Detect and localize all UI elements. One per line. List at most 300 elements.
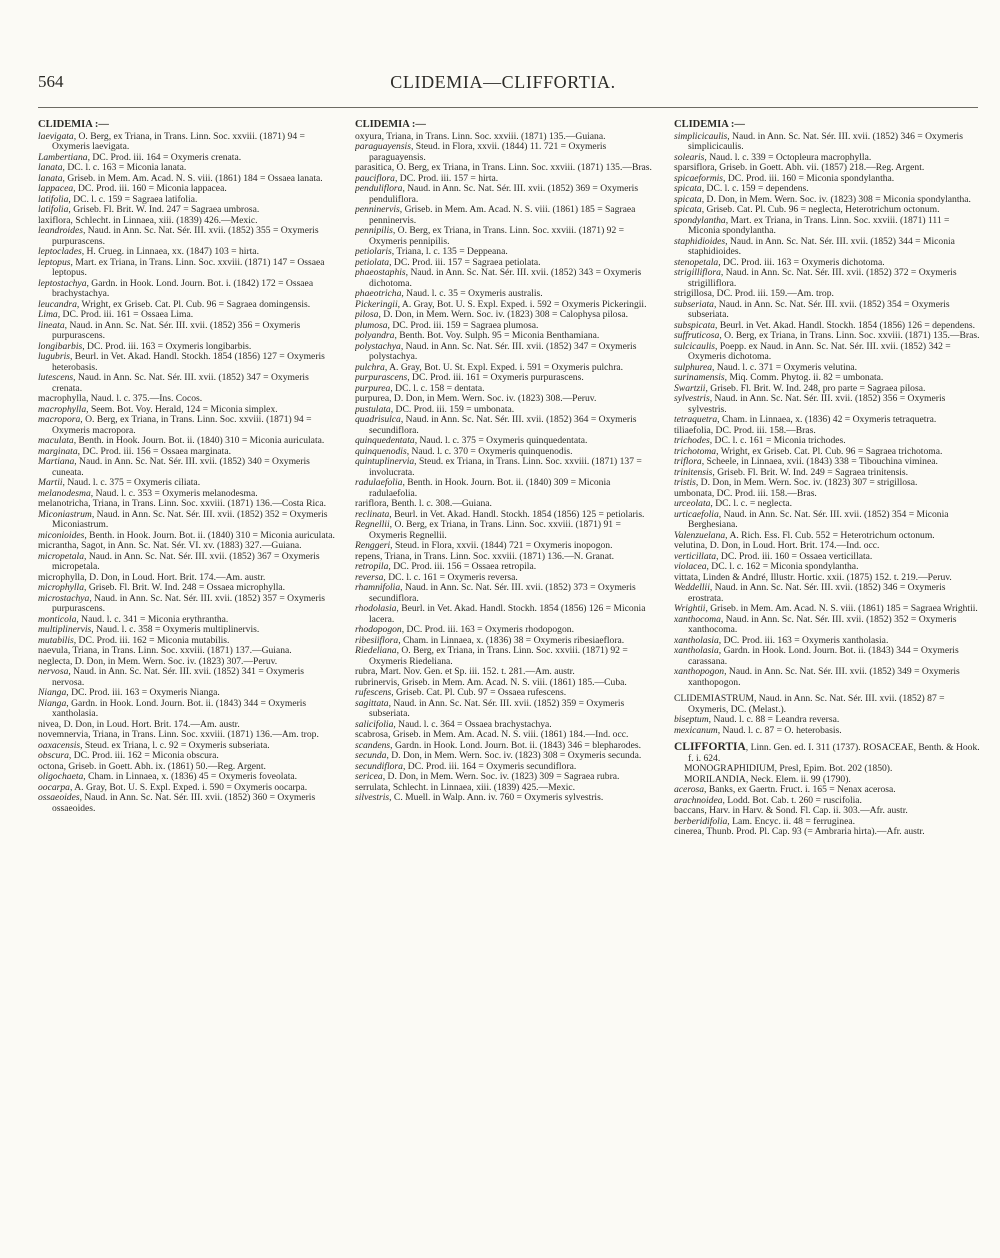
- species-name: purpurascens: [355, 372, 408, 383]
- entry-reference: , DC. Prod. iii. 159 = Sagraea plumosa.: [387, 319, 539, 331]
- genus-entry: CLIDEMIASTRUM, Naud. in Ann. Sc. Nat. Sér. III. xvii. (1852) 87 = Oxymeris, DC. (Melast.).: [674, 693, 945, 715]
- genus-synonym: MORILANDIA, Neck. Elem. ii. 99 (1790).: [684, 773, 851, 785]
- index-entry: [38, 552, 338, 573]
- entry-reference: , Naud. l. c. 35 = Oxymeris australis.: [401, 288, 543, 299]
- index-entry: [674, 216, 980, 237]
- entry-reference: , Naud. in Ann. Sc. Nat. Sér. III. xvii. (1852) 346 = Oxymeris erostrata.: [688, 582, 946, 604]
- entry-reference: , DC. l. c. 161 = Oxymeris reversa.: [383, 571, 518, 583]
- species-name: obscura: [38, 750, 69, 761]
- index-entry: [38, 699, 338, 720]
- species-name: polyandra: [355, 330, 395, 341]
- entry-reference: , Naud. in Ann. Sc. Nat. Sér. III. xvii. (1852) 346 = Oxymeris simplicicaulis.: [688, 130, 963, 152]
- species-name: quinquenodis: [355, 445, 407, 457]
- entry-reference: , O. Berg, ex Triana, in Trans. Linn. Soc. xxviii. (1871) 94 = Oxymeris macropora.: [52, 414, 312, 436]
- index-entry: [355, 478, 658, 499]
- entry-reference: macrophylla, Naud. l. c. 375.—Ins. Cocos.: [38, 393, 203, 404]
- species-name: penninervis: [355, 204, 400, 215]
- entry-reference: naevula, Triana, in Trans. Linn. Soc. xxviii. (1871) 137.—Guiana.: [38, 645, 292, 656]
- species-name: triflora: [674, 456, 702, 467]
- entry-reference: micrantha, Sagot, in Ann. Sc. Nat. Sér. VI. xv. (1883) 327.—Guiana.: [38, 540, 302, 551]
- entry-reference: , DC. l. c. 161 = Miconia trichodes.: [709, 435, 846, 446]
- entry-reference: purpurea, D. Don, in Mem. Wern. Soc. iv. (1823) 308.—Peruv.: [355, 393, 597, 404]
- species-name: polystachya: [355, 340, 401, 352]
- entry-reference: , Griseb. Fl. Brit. W. Ind. 248 = Ossaea microphylla.: [84, 582, 286, 593]
- entry-reference: , Naud. l. c. 358 = Oxymeris multiplinervis.: [91, 624, 260, 635]
- entry-reference: , Cham. in Linnaea, x. (1836) 42 = Oxymeris tetraquetra.: [717, 414, 937, 425]
- entry-reference: , O. Berg, ex Triana, in Trans. Linn. Soc. xxviii. (1871) 135.—Bras.: [719, 330, 980, 341]
- species-name: verticillata: [674, 550, 717, 562]
- species-name: ossaeoides: [38, 792, 80, 803]
- species-name: quadrisulca: [355, 414, 401, 425]
- entry-reference: rariflora, Benth. l. c. 308.—Guiana.: [355, 498, 492, 509]
- index-entry: [355, 646, 658, 667]
- entry-reference: sparsiflora, Griseb. in Goett. Abh. vii. (1857) 218.—Reg. Argent.: [674, 162, 925, 173]
- species-name: retropila: [355, 561, 389, 572]
- index-entry: [355, 342, 658, 363]
- entry-reference: , Benth. in Hook. Journ. Bot. ii. (1840) 310 = Miconia auriculata.: [84, 529, 335, 541]
- entry-reference: , DC. Prod. iii. 163 = Oxymeris xantholasia.: [718, 634, 889, 646]
- entry-reference: , Griseb. in Mem. Am. Acad. N. S. viii. (1861) 185 = Sagraea Wrightii.: [705, 603, 978, 614]
- entry-reference: , Naud. in Ann. Sc. Nat. Sér. III. xvii. (1852) 349 = Oxymeris xanthopogon.: [688, 666, 960, 688]
- entry-reference: , Naud. in Ann. Sc. Nat. Sér. III. xvii. (1852) 343 = Oxymeris dichotoma.: [369, 267, 642, 289]
- index-entry: [355, 457, 658, 478]
- entry-reference: , A. Rich. Ess. Fl. Cub. 552 = Heterotrichum octonum.: [725, 529, 935, 541]
- species-name: subspicata: [674, 319, 716, 331]
- index-entry: [674, 827, 980, 838]
- species-name: lappacea: [38, 183, 74, 194]
- entry-reference: baccans, Harv. in Harv. & Sond. Fl. Cap. ii. 303.—Afr. austr.: [674, 805, 908, 816]
- entry-reference: , Naud. in Ann. Sc. Nat. Sér. III. xvii. (1852) 341 = Oxymeris nervosa.: [52, 666, 305, 688]
- entry-reference: , Wright, ex Griseb. Cat. Pl. Cub. 96 = Sagraea domingensis.: [76, 298, 311, 310]
- species-name: biseptum: [674, 714, 709, 725]
- entry-reference: , Naud. in Ann. Sc. Nat. Sér. III. xvii. (1852) 354 = Oxymeris subseriata.: [688, 298, 950, 320]
- entry-reference: , DC. Prod. iii. 161 = Ossaea Lima.: [57, 309, 194, 320]
- species-name: leptostachya: [38, 277, 87, 289]
- entry-reference: , A. Gray, Bot. U. S. Expl. Exped. i. 592 = Oxymeris Pickeringii.: [397, 298, 647, 310]
- species-name: spondylantha: [674, 214, 726, 226]
- species-name: secundiflora: [355, 760, 403, 772]
- index-entry: [355, 205, 658, 226]
- species-name: secunda: [355, 750, 387, 761]
- page-header: [38, 72, 968, 98]
- entry-reference: , Steud. ex Triana, l. c. 92 = Oxymeris subseriata.: [80, 739, 270, 751]
- entry-reference: , D. Don, in Mem. Wern. Soc. iv. (1823) 308 = Calophysa pilosa.: [378, 309, 628, 320]
- species-name: Nianga: [38, 697, 67, 709]
- species-name: Pickeringii: [355, 298, 398, 310]
- entry-reference: , O. Berg, ex Triana, in Trans. Linn. Soc. xxviii. (1871) 92 = Oxymeris Riedeliana.: [369, 645, 628, 667]
- species-name: leucandra: [38, 298, 77, 310]
- index-entry: [674, 237, 980, 258]
- species-name: leptopus: [38, 256, 71, 268]
- entry-reference: , DC. Prod. iii. 159 = umbonata.: [390, 403, 515, 415]
- species-name: microstachya: [38, 592, 90, 604]
- species-name: strigilliflora: [674, 267, 721, 278]
- species-name: paraguayensis: [355, 141, 411, 152]
- entry-reference: , Naud. in Ann. Sc. Nat. Sér. III. xvii. (1852) 352 = Oxymeris xanthocoma.: [688, 613, 957, 635]
- entry-reference: , Naud. l. c. 353 = Oxymeris melanodesma.: [90, 487, 258, 499]
- species-name: mutabilis: [38, 634, 74, 646]
- index-entry: [355, 604, 658, 625]
- species-name: lugubris: [38, 351, 70, 362]
- species-name: radulaefolia: [355, 477, 403, 488]
- index-entry: [38, 510, 338, 531]
- index-entry: [674, 300, 980, 321]
- entry-reference: , Beurl. in Vet. Akad. Handl. Stockh. 1854 (1856) 127 = Oxymeris heterobasis.: [52, 351, 325, 373]
- entry-reference: microphylla, D. Don, in Loud. Hort. Brit. 174.—Am. austr.: [38, 571, 266, 583]
- species-name: pulchra: [355, 361, 385, 373]
- entry-reference: , DC. Prod. iii. 156 = Ossaea marginata.: [77, 445, 232, 457]
- entry-reference: cinerea, Thunb. Prod. Pl. Cap. 93 (= Ambraria hirta).—Afr. austr.: [674, 826, 925, 837]
- entry-reference: , Naud. l. c. 371 = Oxymeris velutina.: [712, 361, 858, 373]
- species-name: leandroides: [38, 225, 83, 236]
- species-name: silvestris: [355, 792, 390, 803]
- entry-reference: nivea, D. Don, in Loud. Hort. Brit. 174.—Am. austr.: [38, 718, 240, 730]
- species-name: berberidifolia: [674, 815, 728, 827]
- species-name: penduliflora: [355, 183, 403, 194]
- page-number: 564: [38, 72, 64, 91]
- entry-reference: , DC. Prod. iii. 160 = Miconia spondylantha.: [723, 172, 895, 184]
- entry-reference: , DC. l. c. 159 = dependens.: [701, 183, 809, 194]
- species-name: pennipilis: [355, 225, 393, 236]
- entry-reference: strigillosa, DC. Prod. iii. 159.—Am. trop.: [674, 288, 834, 299]
- entry-reference: , Naud. l. c. 364 = Ossaea brachystachya.: [393, 718, 552, 730]
- entry-reference: , Naud. l. c. 370 = Oxymeris quinquenodis.: [406, 445, 573, 457]
- entry-reference: , Mart. ex Triana, in Trans. Linn. Soc. xxviii. (1871) 147 = Ossaea leptopus.: [52, 256, 325, 278]
- column-heading: CLIDEMIA :—: [355, 120, 426, 130]
- entry-reference: , DC. Prod. iii. 163 = Oxymeris Nianga.: [66, 687, 220, 698]
- species-name: rhodopogon: [355, 624, 402, 635]
- species-name: tetraquetra: [674, 414, 718, 425]
- index-entry: [38, 373, 338, 394]
- entry-reference: , Naud. in Ann. Sc. Nat. Sér. III. xvii. (1852) 340 = Oxymeris cuneata.: [52, 456, 310, 478]
- entry-reference: , DC. Prod. iii. 164 = Oxymeris crenata.: [87, 151, 242, 163]
- entry-reference: velutina, D. Don, in Loud. Hort. Brit. 174.—Ind. occ.: [674, 540, 880, 551]
- species-name: purpurea: [355, 382, 391, 394]
- column-heading: CLIDEMIA :—: [674, 120, 745, 130]
- species-name: Renggeri: [355, 540, 391, 551]
- index-entry: [674, 646, 980, 667]
- index-entry: [38, 226, 338, 247]
- species-name: trichodes: [674, 435, 710, 446]
- species-name: Lambertiana: [38, 151, 88, 163]
- entry-reference: , DC. Prod. iii. 157 = hirta.: [394, 172, 499, 184]
- entry-reference: , C. Muell. in Walp. Ann. iv. 760 = Oxymeris sylvestris.: [389, 792, 604, 803]
- species-name: rhodolasia: [355, 603, 397, 614]
- species-name: Regnellii: [355, 519, 390, 530]
- index-entry: [674, 268, 980, 289]
- species-name: suffruticosa: [674, 330, 720, 341]
- entry-reference: , DC. Prod. iii. 157 = Sagraea petiolata.: [389, 256, 541, 268]
- entry-reference: , Griseb. Fl. Brit. W. Ind. 248, pro parte = Sagraea pilosa.: [705, 382, 926, 394]
- species-name: microphylla: [38, 582, 85, 593]
- index-entry: [38, 321, 338, 342]
- index-entry: [674, 667, 980, 688]
- species-name: maculata: [38, 435, 74, 446]
- entry-reference: , Gardn. in Hook. Lond. Journ. Bot. i. (1842) 172 = Ossaea brachystachya.: [52, 277, 314, 299]
- species-name: oligochaeta: [38, 771, 84, 782]
- entry-reference: scabrosa, Griseb. in Mem. Am. Acad. N. S. viii. (1861) 184.—Ind. occ.: [355, 729, 629, 740]
- species-name: marginata: [38, 445, 78, 457]
- entry-reference: , Miq. Comm. Phytog. ii. 82 = umbonata.: [724, 372, 884, 383]
- entry-reference: laxiflora, Schlecht. in Linnaea, xiii. (1839) 426.—Mexic.: [38, 214, 258, 226]
- species-name: monticola: [38, 613, 77, 625]
- entry-reference: , O. Berg, ex Triana, in Trans. Linn. Soc. xxviii. (1871) 94 = Oxymeris laevigata.: [52, 130, 305, 152]
- entry-reference: rubra, Mart. Nov. Gen. et Sp. iii. 152. t. 281.—Am. austr.: [355, 666, 575, 677]
- species-name: subseriata: [674, 298, 714, 310]
- index-entry: [355, 699, 658, 720]
- entry-reference: octona, Griseb. in Goett. Abh. ix. (1861) 50.—Reg. Argent.: [38, 760, 266, 772]
- genus-reference: , Linn. Gen. ed. I. 311 (1737). ROSACEAE, Benth. & Hook. f. i. 624.: [688, 742, 980, 764]
- entry-reference: , Naud. in Ann. Sc. Nat. Sér. III. xvii. (1852) 356 = Oxymeris sylvestris.: [688, 393, 946, 415]
- species-name: Swartzii: [674, 382, 706, 394]
- species-name: salicifolia: [355, 718, 394, 730]
- entry-reference: , O. Berg, ex Triana, in Trans. Linn. Soc. xxviii. (1871) 92 = Oxymeris pennipilis.: [369, 225, 625, 247]
- entry-reference: , Naud. in Ann. Sc. Nat. Sér. III. xvii. (1852) 355 = Oxymeris purpurascens.: [52, 225, 319, 247]
- entry-reference: , Naud. in Ann. Sc. Nat. Sér. III. xvii. (1852) 373 = Oxymeris secundiflora.: [369, 582, 636, 604]
- entry-reference: , DC. Prod. iii. 163 = Oxymeris longibarbis.: [82, 340, 252, 352]
- species-name: xantholasia: [674, 645, 719, 656]
- entry-reference: oxyura, Triana, in Trans. Linn. Soc. xxviii. (1871) 135.—Guiana.: [355, 130, 606, 142]
- species-name: melanodesma: [38, 487, 91, 499]
- species-name: Weddellii: [674, 582, 710, 593]
- entry-reference: novemnervia, Triana, in Trans. Linn. Soc. xxviii. (1871) 136.—Am. trop.: [38, 729, 319, 740]
- column-2: [355, 120, 658, 1190]
- index-entry: [355, 268, 658, 289]
- species-name: urceolata: [674, 498, 711, 509]
- species-name: Wrightii: [674, 603, 706, 614]
- entry-reference: , DC. Prod. iii. 160 = Ossaea verticillata.: [716, 550, 873, 562]
- entry-reference: , Benth. in Hook. Journ. Bot. ii. (1840) 309 = Miconia radulaefolia.: [369, 477, 611, 499]
- index-entry: [355, 142, 658, 163]
- index-entry: [38, 793, 338, 814]
- entry-reference: , Griseb. in Mem. Am. Acad. N. S. viii. (1861) 185 = Sagraea penninervis.: [369, 204, 636, 226]
- entry-reference: , Naud. l. c. 375 = Oxymeris ciliata.: [62, 477, 201, 488]
- index-entry: [38, 279, 338, 300]
- entry-reference: , Griseb. Fl. Brit. W. Ind. 247 = Sagraea umbrosa.: [68, 204, 260, 215]
- entry-reference: , Benth. in Hook. Journ. Bot. ii. (1840) 310 = Miconia auriculata.: [73, 435, 325, 446]
- entry-reference: , Naud. in Ann. Sc. Nat. Sér. III. xvii. (1852) 364 = Oxymeris secundiflora.: [369, 414, 637, 436]
- entry-reference: , Griseb. Cat. Pl. Cub. 96 = neglecta, Heterotrichum octonum.: [701, 204, 940, 215]
- entry-reference: parasitica, O. Berg, ex Triana, in Trans. Linn. Soc. xxviii. (1871) 135.—Bras.: [355, 162, 652, 173]
- species-name: quintuplinervia: [355, 456, 415, 467]
- entry-reference: , DC. Prod. iii. 161 = Oxymeris purpurascens.: [407, 372, 584, 383]
- entry-reference: , Mart. ex Triana, in Trans. Linn. Soc. xxviii. (1871) 111 = Miconia spondylantha.: [688, 214, 950, 236]
- species-name: oaxacensis: [38, 739, 81, 751]
- entry-reference: , Gardn. in Hook. Lond. Journ. Bot. ii. (1843) 344 = Oxymeris xantholasia.: [52, 697, 307, 719]
- species-name: xantholasia: [674, 634, 719, 646]
- species-name: surinamensis: [674, 372, 725, 383]
- species-name: Lima: [38, 309, 58, 320]
- entry-reference: , Naud. l. c. 87 = O. heterobasis.: [717, 724, 842, 736]
- index-entry: [355, 520, 658, 541]
- entry-reference: , Lam. Encyc. ii. 48 = ferruginea.: [727, 815, 855, 827]
- entry-reference: , DC. l. c. 163 = Miconia lanata.: [62, 162, 187, 173]
- species-name: phaeotricha: [355, 288, 402, 299]
- entry-reference: , Naud. in Ann. Sc. Nat. Sér. III. xvii. (1852) 354 = Miconia Berghesiana.: [688, 508, 949, 530]
- index-entry: [674, 510, 980, 531]
- entry-reference: , Naud. in Ann. Sc. Nat. Sér. III. xvii. (1852) 344 = Miconia staphidioides.: [688, 235, 955, 257]
- entry-reference: , Beurl. in Vet. Akad. Handl. Stockh. 1854 (1856) 125 = petiolaris.: [389, 508, 645, 520]
- entry-reference: , D. Don, in Mem. Wern. Soc. iv. (1823) 308 = Miconia spondylantha.: [701, 193, 971, 205]
- entry-reference: , DC. Prod. iii. 163 = Oxymeris rhodopogon.: [401, 624, 574, 635]
- index-entry: [38, 594, 338, 615]
- header-rule: [38, 107, 978, 108]
- entry-reference: , Cham. in Linnaea, x. (1836) 45 = Oxymeris foveolata.: [83, 771, 298, 782]
- index-entry: [674, 615, 980, 636]
- species-name: plumosa: [355, 319, 388, 331]
- species-name: reversa: [355, 571, 384, 583]
- species-name: spicata: [674, 193, 702, 205]
- index-entry: [674, 342, 980, 363]
- entry-reference: repens, Triana, in Trans. Linn. Soc. xxviii. (1871) 136.—N. Granat.: [355, 550, 615, 562]
- entry-reference: umbonata, DC. Prod. iii. 158.—Bras.: [674, 487, 817, 499]
- entry-reference: , Steud. in Flora, xxvii. (1844) 721 = Oxymeris inopogon.: [390, 540, 613, 551]
- genus-heading: CLIFFORTIA: [674, 741, 746, 753]
- entry-reference: , Gardn. in Hook. Lond. Journ. Bot. ii. (1843) 344 = Oxymeris carassana.: [688, 645, 959, 667]
- entry-reference: , O. Berg, ex Triana, in Trans. Linn. Soc. xxviii. (1871) 91 = Oxymeris Regnellii.: [369, 519, 621, 541]
- entry-reference: , Cham. in Linnaea, x. (1836) 38 = Oxymeris ribesiaeflora.: [398, 634, 625, 646]
- column-heading: CLIDEMIA :—: [38, 120, 109, 130]
- index-entry: [355, 226, 658, 247]
- species-name: latifolia: [38, 193, 69, 205]
- species-name: Nianga: [38, 687, 67, 698]
- species-name: pustulata: [355, 403, 391, 415]
- species-name: quinquedentata: [355, 435, 415, 446]
- entry-reference: , Banks, ex Gaertn. Fruct. i. 165 = Nenax acerosa.: [704, 784, 896, 795]
- entry-reference: , Poepp. ex Naud. in Ann. Sc. Nat. Sér. III. xvii. (1852) 342 = Oxymeris dichotoma.: [688, 340, 951, 362]
- species-name: rufescens: [355, 687, 392, 698]
- entry-reference: , DC. Prod. iii. 156 = Ossaea retropila.: [388, 561, 537, 572]
- entry-reference: vittata, Linden & André, Illustr. Hortic. xxii. (1875) 152. t. 219.—Peruv.: [674, 571, 952, 583]
- entry-reference: , Benth. Bot. Voy. Sulph. 95 = Miconia Benthamiana.: [394, 330, 600, 341]
- page-title: CLIDEMIA—CLIFFORTIA.: [390, 72, 616, 92]
- entry-reference: , D. Don, in Mem. Wern. Soc. iv. (1823) 308 = Oxymeris secunda.: [386, 750, 642, 761]
- species-name: rhamnifolia: [355, 582, 401, 593]
- index-entry: [355, 793, 658, 804]
- genus-entry: [674, 742, 980, 764]
- species-name: staphidioides: [674, 235, 726, 247]
- species-name: ribesiiflora: [355, 634, 399, 646]
- entry-reference: , Beurl. in Vet. Akad. Handl. Stockh. 1854 (1856) 126 = Miconia lacera.: [369, 603, 646, 625]
- species-name: trinitensis: [674, 466, 713, 478]
- entry-reference: , DC. Prod. iii. 164 = Oxymeris secundiflora.: [402, 760, 577, 772]
- entry-reference: , A. Gray, Bot. U. S. Expl. Exped. i. 590 = Oxymeris oocarpa.: [69, 781, 308, 793]
- index-entry: [38, 352, 338, 373]
- species-name: longibarbis: [38, 340, 83, 352]
- species-name: macropora: [38, 414, 81, 425]
- species-name: pauciflora: [355, 172, 395, 184]
- index-entry: [674, 394, 980, 415]
- entry-reference: , Naud. in Ann. Sc. Nat. Sér. III. xvii. (1852) 357 = Oxymeris purpurascens.: [52, 592, 325, 614]
- index-entry: [674, 132, 980, 153]
- species-name: urticaefolia: [674, 508, 719, 520]
- entry-reference: , Naud. in Ann. Sc. Nat. Sér. III. xvii. (1852) 372 = Oxymeris strigilliflora.: [688, 267, 957, 289]
- entry-reference: rubrinervis, Griseb. in Mem. Am. Acad. N. S. viii. (1861) 185.—Cuba.: [355, 676, 627, 688]
- species-name: latifolia: [38, 204, 69, 215]
- entry-reference: , H. Crueg. in Linnaea, xx. (1847) 103 = hirta.: [81, 246, 259, 257]
- entry-reference: , Naud. in Ann. Sc. Nat. Sér. III. xvii. (1852) 359 = Oxymeris subseriata.: [369, 697, 625, 719]
- species-name: nervosa: [38, 666, 69, 677]
- species-name: tristis: [674, 477, 696, 488]
- species-name: laevigata: [38, 130, 74, 142]
- species-name: multiplinervis: [38, 624, 92, 635]
- entry-reference: , DC. Prod. iii. 162 = Miconia obscura.: [68, 750, 219, 761]
- entry-reference: , Naud. in Ann. Sc. Nat. Sér. III. xvii. (1852) 360 = Oxymeris ossaeoides.: [52, 792, 316, 814]
- entry-reference: , Naud. l. c. 339 = Octopleura macrophylla.: [704, 151, 872, 163]
- entry-reference: , Steud. in Flora, xxvii. (1844) 11. 721 = Oxymeris paraguayensis.: [369, 141, 607, 163]
- entry-reference: , DC. l. c. 162 = Miconia spondylantha.: [706, 561, 859, 572]
- index-entry: [38, 132, 338, 153]
- species-name: solearis: [674, 151, 705, 163]
- column-3: [674, 120, 980, 1170]
- species-name: xanthopogon: [674, 666, 725, 677]
- index-entry: [674, 726, 980, 737]
- entry-reference: , D. Don, in Mem. Wern. Soc. iv. (1823) 309 = Sagraea rubra.: [382, 771, 620, 782]
- species-name: spicaeformis: [674, 172, 724, 184]
- species-name: Miconiastrum: [38, 508, 92, 520]
- entry-reference: , Scheele, in Linnaea, xvii. (1843) 338 = Tibouchina viminea.: [701, 456, 938, 467]
- entry-reference: , Lodd. Bot. Cab. t. 260 = ruscifolia.: [722, 794, 862, 806]
- species-name: sulcicaulis: [674, 340, 716, 352]
- index-entry: [355, 583, 658, 604]
- entry-reference: , D. Don, in Mem. Wern. Soc. iv. (1823) 307 = strigillosa.: [695, 477, 918, 488]
- entry-reference: , A. Gray, Bot. U. St. Expl. Exped. i. 591 = Oxymeris pulchra.: [384, 361, 624, 373]
- entry-reference: , DC. l. c. 159 = Sagraea latifolia.: [68, 193, 198, 205]
- entry-reference: neglecta, D. Don, in Mem. Wern. Soc. iv. (1823) 307.—Peruv.: [38, 655, 278, 667]
- entry-reference: , Gardn. in Hook. Lond. Journ. Bot. ii. (1843) 346 = blepharodes.: [390, 739, 641, 751]
- entry-reference: , Naud. in Ann. Sc. Nat. Sér. III. xvii. (1852) 347 = Oxymeris crenata.: [52, 372, 309, 394]
- entry-reference: serrulata, Schlecht. in Linnaea, xiii. (1839) 425.—Mexic.: [355, 781, 576, 793]
- species-name: pilosa: [355, 309, 379, 320]
- species-name: phaeostaphis: [355, 267, 406, 278]
- entry-reference: , DC. Prod. iii. 162 = Miconia mutabilis.: [73, 634, 230, 646]
- species-name: sulphurea: [674, 361, 713, 373]
- entry-reference: , Seem. Bot. Voy. Herald, 124 = Miconia simplex.: [86, 403, 278, 415]
- entry-reference: , DC. l. c. = neglecta.: [710, 498, 793, 509]
- index-entry: [38, 667, 338, 688]
- entry-reference: , Naud. in Ann. Sc. Nat. Sér. III. xvii. (1852) 352 = Oxymeris Miconiastrum.: [52, 508, 328, 530]
- entry-reference: , Beurl. in Vet. Akad. Handl. Stockh. 1854 (1856) 126 = dependens.: [715, 319, 976, 331]
- species-name: macrophylla: [38, 403, 87, 415]
- entry-reference: , Naud. in Ann. Sc. Nat. Sér. III. xvii. (1852) 356 = Oxymeris purpurascens.: [52, 319, 301, 341]
- entry-reference: , Triana, l. c. 135 = Deppeana.: [391, 246, 508, 257]
- species-name: simplicicaulis: [674, 130, 728, 142]
- entry-reference: , Griseb. Cat. Pl. Cub. 97 = Ossaea rufescens.: [391, 687, 567, 698]
- species-name: Martii: [38, 477, 63, 488]
- entry-reference: , Naud. in Ann. Sc. Nat. Sér. III. xvii. (1852) 369 = Oxymeris penduliflora.: [369, 183, 639, 205]
- entry-reference: , Naud. l. c. 341 = Miconia erythrantha.: [76, 613, 229, 625]
- species-name: miconioides: [38, 529, 85, 541]
- entry-reference: , Griseb. Fl. Brit. W. Ind. 249 = Sagraea trinitensis.: [712, 466, 909, 478]
- entry-reference: tiliaefolia, DC. Prod. iii. 158.—Bras.: [674, 424, 816, 436]
- species-name: sericea: [355, 771, 383, 782]
- species-name: acerosa: [674, 784, 705, 795]
- species-name: micropetala: [38, 550, 85, 562]
- entry-reference: , Naud. l. c. 88 = Leandra reversa.: [708, 714, 840, 725]
- entry-reference: , DC. Prod. iii. 163 = Oxymeris dichotoma.: [718, 256, 885, 268]
- species-name: lanata: [38, 162, 63, 173]
- species-name: oocarpa: [38, 781, 70, 793]
- species-name: stenopetala: [674, 256, 719, 268]
- species-name: petiolaris: [355, 246, 392, 257]
- species-name: Riedeliana: [355, 645, 397, 656]
- species-name: mexicanum: [674, 724, 718, 736]
- species-name: petiolata: [355, 256, 390, 268]
- species-name: leptoclades: [38, 246, 82, 257]
- entry-reference: , Wright, ex Griseb. Cat. Pl. Cub. 96 = Sagraea trichotoma.: [716, 445, 943, 457]
- species-name: reclinata: [355, 508, 390, 520]
- species-name: Valenzuelana: [674, 529, 726, 541]
